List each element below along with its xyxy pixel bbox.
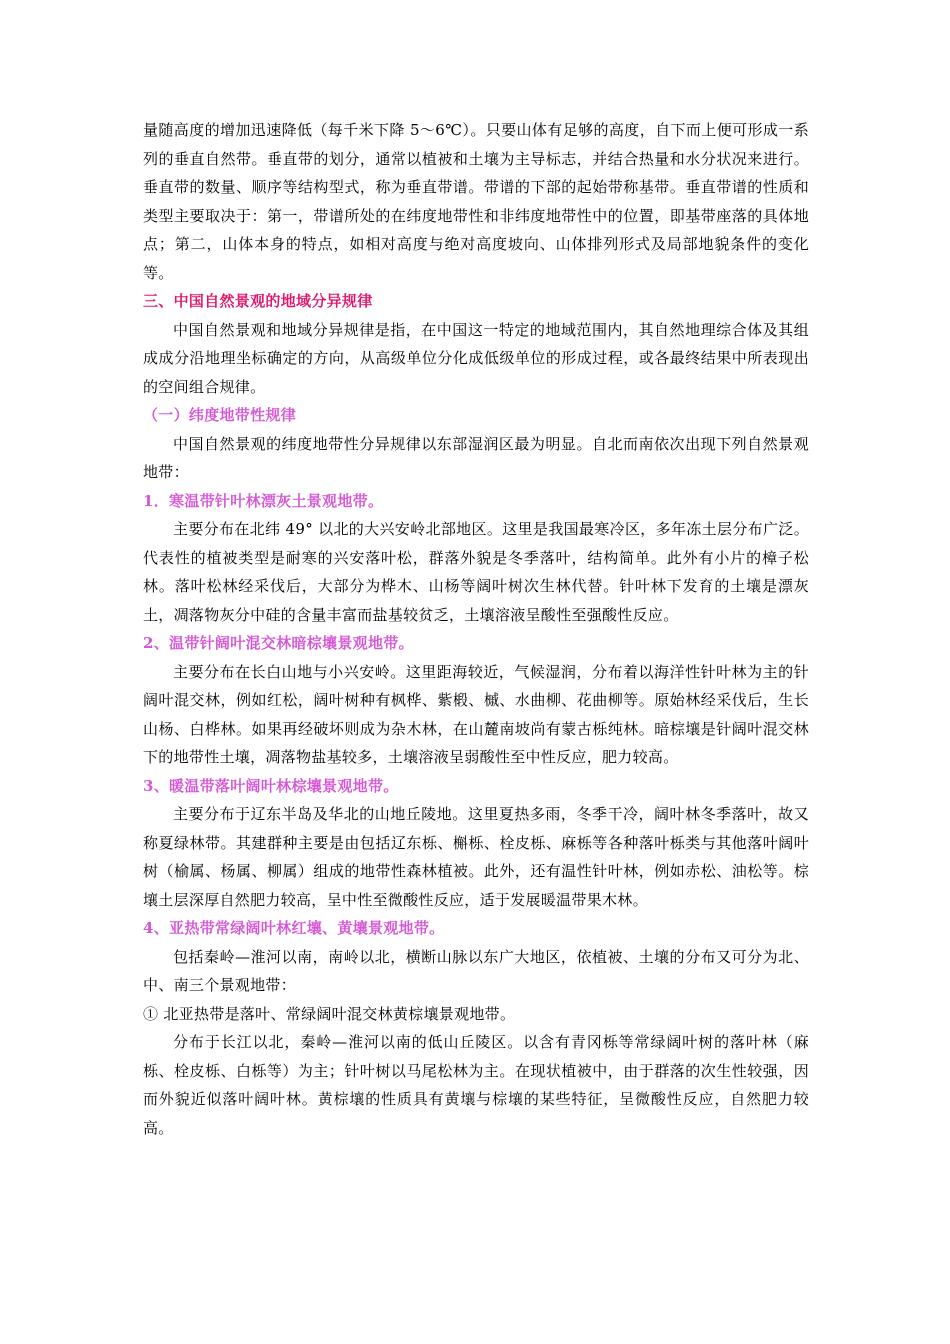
body-paragraph: 主要分布在北纬 49° 以北的大兴安岭北部地区。这里是我国最寒冷区，多年冻土层分布广泛。代表性的植被类型是耐寒的兴安落叶松，群落外貌是冬季落叶，结构简单。此外有小片的樟子松林。落叶松林经采伐后，大部分为桦木、山杨等阔叶树次生林代替。针叶林下发育的土壤是漂灰土，凋落物灰分中硅的含量丰富而盐基较贫乏，土壤溶液呈酸性至强酸性反应。 — [143, 520, 809, 624]
item-heading-4: 4、亚热带常绿阔叶林红壤、黄壤景观地带。 — [143, 919, 445, 937]
section-heading-3: 三、中国自然景观的地域分异规律 — [143, 292, 373, 310]
body-paragraph: 中国自然景观和地域分异规律是指，在中国这一特定的地域范围内，其自然地理综合体及其组成成分沿地理坐标确定的方向，从高级单位分化成低级单位的形成过程，或各最终结果中所表现出的空间组合规律。 — [143, 320, 809, 396]
body-paragraph: 主要分布在长白山地与小兴安岭。这里距海较近，气候湿润，分布着以海洋性针叶林为主的针阔叶混交林，例如红松，阔叶树种有枫桦、紫椴、槭、水曲柳、花曲柳等。原始林经采伐后，生长山杨、白桦林。如果再经破坏则成为杂木林，在山麓南坡尚有蒙古栎纯林。暗棕壤是针阔叶混交林下的地带性土壤，凋落物盐基较多，土壤溶液呈弱酸性至中性反应，肥力较高。 — [143, 662, 809, 766]
document-page — [143, 116, 809, 1142]
subsection-heading-latitude: （一）纬度地带性规律 — [143, 406, 297, 424]
body-paragraph: 包括秦岭—淮河以南，南岭以北，横断山脉以东广大地区，依植被、土壤的分布又可分为北、中、南三个景观地带： — [143, 947, 809, 994]
item-heading-2: 2、温带针阔叶混交林暗棕壤景观地带。 — [143, 634, 414, 652]
body-paragraph: 分布于长江以北，秦岭—淮河以南的低山丘陵区。以含有青冈栎等常绿阔叶树的落叶林（麻栎、栓皮栎、白栎等）为主；针叶树以马尾松林为主。在现状植被中，由于群落的次生性较强，因而外貌近似落叶阔叶林。黄棕壤的性质具有黄壤与棕壤的某些特征，呈微酸性反应，自然肥力较高。 — [143, 1033, 809, 1137]
item-heading-1: 1．寒温带针叶林漂灰土景观地带。 — [143, 491, 384, 510]
body-paragraph: 主要分布于辽东半岛及华北的山地丘陵地。这里夏热多雨，冬季干冷，阔叶林冬季落叶，故又称夏绿林带。其建群种主要是由包括辽东栎、槲栎、栓皮栎、麻栎等各种落叶栎类与其他落叶阔叶树（榆属、杨属、柳属）组成的地带性森林植被。此外，还有温性针叶林，例如赤松、油松等。棕壤土层深厚自然肥力较高，呈中性至微酸性反应，适于发展暖温带果木林。 — [143, 805, 809, 909]
item-heading-3: 3、暖温带落叶阔叶林棕壤景观地带。 — [143, 776, 399, 795]
body-paragraph: 中国自然景观的纬度地带性分异规律以东部湿润区最为明显。自北而南依次出现下列自然景观地带： — [143, 434, 809, 481]
body-paragraph: 量随高度的增加迅速降低（每千米下降 5～6℃）。只要山体有足够的高度，自下而上便可形成一系列的垂直自然带。垂直带的划分，通常以植被和土壤为主导标志，并结合热量和水分状况来进行。垂直带的数量、顺序等结构型式，称为垂直带谱。带谱的下部的起始带称基带。垂直带谱的性质和类型主要取决于：第一，带谱所处的在纬度地带性和非纬度地带性中的位置，即基带座落的具体地点；第二，山体本身的特点，如相对高度与绝对高度坡向、山体排列形式及局部地貌条件的变化等。 — [143, 121, 809, 282]
list-item-north-subtropical: ① 北亚热带是落叶、常绿阔叶混交林黄棕壤景观地带。 — [143, 1004, 516, 1023]
